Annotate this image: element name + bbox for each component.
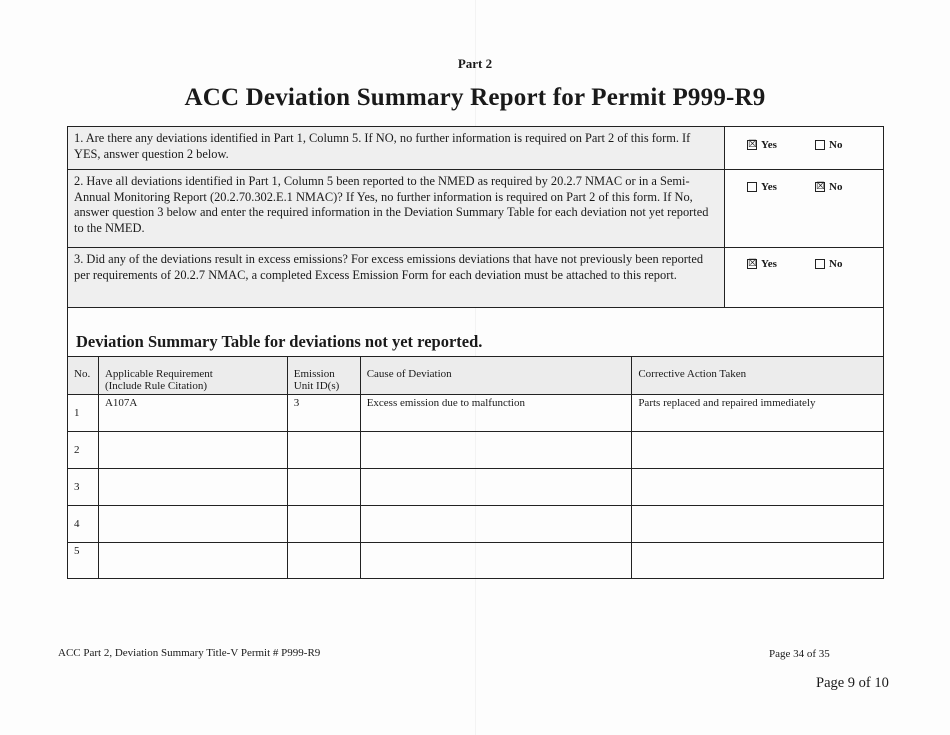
requirement-cell[interactable] bbox=[98, 506, 287, 543]
header-no: No. bbox=[68, 357, 99, 395]
questions-table bbox=[67, 126, 884, 308]
cause-cell[interactable]: Excess emission due to malfunction bbox=[360, 395, 632, 432]
unit-cell[interactable] bbox=[287, 543, 360, 579]
action-cell[interactable]: Parts replaced and repaired immediately bbox=[632, 395, 884, 432]
table-row bbox=[68, 506, 884, 543]
yes-option[interactable] bbox=[747, 258, 815, 307]
answer-cell bbox=[725, 248, 883, 307]
no-option[interactable] bbox=[815, 258, 883, 307]
unit-cell[interactable] bbox=[287, 506, 360, 543]
no-option[interactable] bbox=[815, 181, 883, 247]
unit-cell[interactable] bbox=[287, 469, 360, 506]
unit-cell[interactable] bbox=[287, 432, 360, 469]
yes-option[interactable] bbox=[747, 181, 815, 247]
question-row-2 bbox=[68, 170, 883, 248]
action-cell[interactable] bbox=[632, 432, 884, 469]
table-row bbox=[68, 543, 884, 579]
row-number: 1 bbox=[68, 395, 99, 432]
cause-cell[interactable] bbox=[360, 469, 632, 506]
requirement-cell[interactable] bbox=[98, 469, 287, 506]
footer-page-outer: Page 9 of 10 bbox=[816, 675, 889, 691]
footer-document-label: ACC Part 2, Deviation Summary Title-V Permit # P999-R9 bbox=[58, 647, 321, 659]
cause-cell[interactable] bbox=[360, 506, 632, 543]
question-row-1 bbox=[68, 127, 883, 170]
answer-cell bbox=[725, 170, 883, 247]
row-number: 3 bbox=[68, 469, 99, 506]
header-requirement-label: Applicable Requirement bbox=[104, 368, 213, 380]
question-row-3 bbox=[68, 248, 883, 307]
question-text: 1. Are there any deviations identified in Part 1, Column 5. If NO, no further information is required on Part 2 of this form. If YES, answer question 2 below. bbox=[68, 127, 725, 169]
question-text: 3. Did any of the deviations result in excess emissions? For excess emissions deviations that have not previously been reported per requirements of 20.2.7 NMAC, a completed Excess Emission Form for each deviation must be attached to this report. bbox=[68, 248, 725, 307]
action-cell[interactable] bbox=[632, 543, 884, 579]
page-title: ACC Deviation Summary Report for Permit P999-R9 bbox=[184, 84, 766, 111]
header-requirement bbox=[98, 357, 287, 395]
requirement-cell[interactable] bbox=[98, 432, 287, 469]
table-row bbox=[68, 469, 884, 506]
footer-page-inner: Page 34 of 35 bbox=[769, 648, 830, 660]
cause-cell[interactable] bbox=[360, 432, 632, 469]
row-number: 4 bbox=[68, 506, 99, 543]
deviation-table-title: Deviation Summary Table for deviations not yet reported. bbox=[67, 306, 884, 356]
table-header-row bbox=[68, 357, 884, 395]
header-unit-label: Emission bbox=[293, 368, 335, 380]
cause-cell[interactable] bbox=[360, 543, 632, 579]
no-label: No bbox=[829, 258, 843, 270]
yes-checkbox[interactable]: ☒ bbox=[748, 258, 757, 269]
header-unit-sub: Unit ID(s) bbox=[293, 380, 340, 392]
header-requirement-sub: (Include Rule Citation) bbox=[104, 380, 208, 392]
action-cell[interactable] bbox=[632, 506, 884, 543]
question-text: 2. Have all deviations identified in Part 1, Column 5 been reported to the NMED as required by 20.2.7 NMAC or in a Semi-Annual Monitoring Report (20.2.70.302.E.1 NMAC)? If Yes, no further information is required on Part 2 of this form. If No, answer question 3 below and enter the required information in the Deviation Summary Table for each deviation not yet reported to the NMED. bbox=[68, 170, 725, 247]
no-label: No bbox=[829, 139, 843, 151]
table-row bbox=[68, 395, 884, 432]
no-checkbox[interactable] bbox=[815, 140, 825, 150]
no-option[interactable] bbox=[815, 139, 883, 169]
header-action: Corrective Action Taken bbox=[632, 357, 884, 395]
part-label: Part 2 bbox=[457, 56, 493, 71]
yes-option[interactable] bbox=[747, 139, 815, 169]
yes-label: Yes bbox=[761, 258, 777, 270]
header-cause: Cause of Deviation bbox=[360, 357, 632, 395]
no-checkbox[interactable] bbox=[815, 259, 825, 269]
yes-checkbox[interactable] bbox=[747, 182, 757, 192]
requirement-cell[interactable]: A107A bbox=[98, 395, 287, 432]
yes-checkbox[interactable]: ☒ bbox=[748, 139, 757, 150]
row-number: 2 bbox=[68, 432, 99, 469]
unit-cell[interactable]: 3 bbox=[287, 395, 360, 432]
table-row bbox=[68, 432, 884, 469]
action-cell[interactable] bbox=[632, 469, 884, 506]
header-unit bbox=[287, 357, 360, 395]
no-label: No bbox=[829, 181, 843, 193]
yes-label: Yes bbox=[761, 181, 777, 193]
no-checkbox[interactable]: ☒ bbox=[816, 181, 825, 192]
row-number: 5 bbox=[68, 543, 99, 579]
deviation-summary-table bbox=[67, 356, 884, 579]
requirement-cell[interactable] bbox=[98, 543, 287, 579]
yes-label: Yes bbox=[761, 139, 777, 151]
answer-cell bbox=[725, 127, 883, 169]
